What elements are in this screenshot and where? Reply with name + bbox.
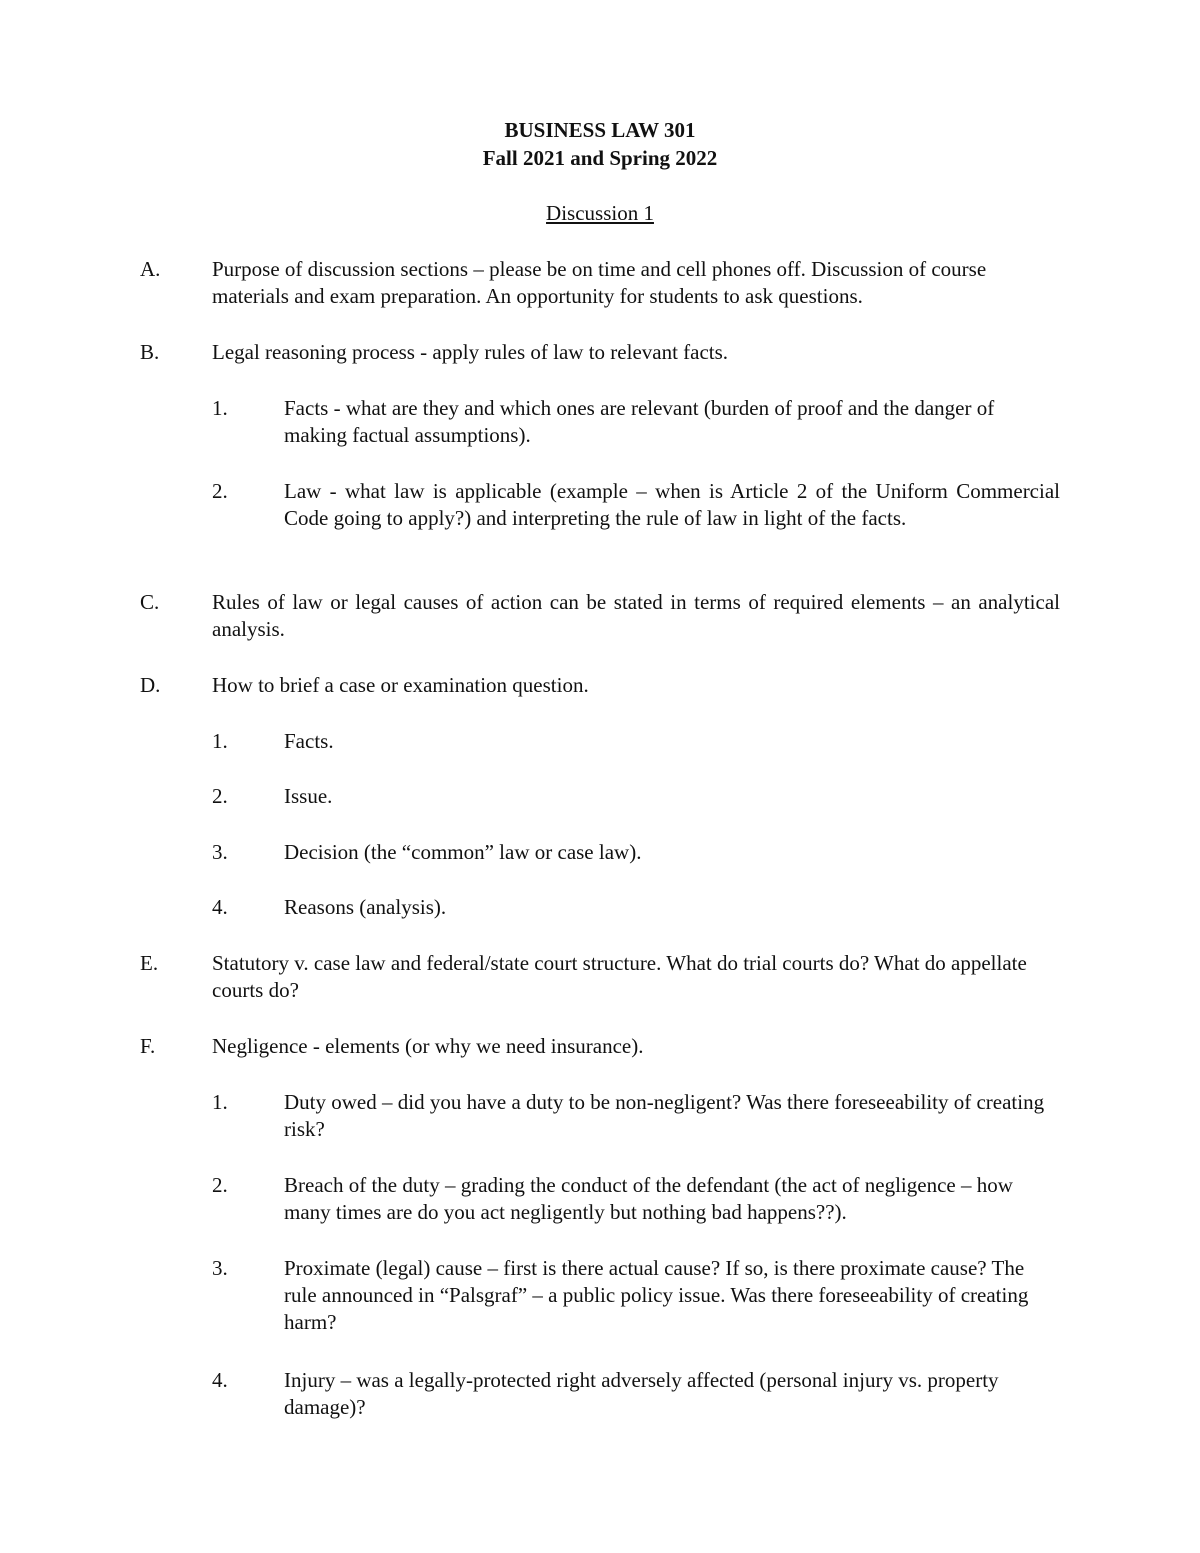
item-marker: 2. [212,1173,228,1197]
section-text: Purpose of discussion sections – please be on time and cell phones off. Discussion of course materials and exam preparation. An opportunity for students to ask questions. [212,257,987,308]
item-marker: 4. [212,895,228,919]
item-text: Injury – was a legally-protected right adversely affected (personal injury vs. property damage)? [284,1368,999,1419]
section-marker: E. [140,951,159,975]
item-text: Decision (the “common” law or case law). [284,840,642,864]
item-text: Duty owed – did you have a duty to be non-negligent? Was there foreseeability of creating risk? [284,1090,1045,1141]
section-marker: C. [140,590,160,614]
item-text: Proximate (legal) cause – first is there actual cause? If so, is there proximate cause? The rule announced in “Palsgraf” – a public policy issue. Was there foreseeability of creating harm? [284,1256,1029,1334]
item-marker: 2. [212,479,228,503]
item-marker: 2. [212,784,228,808]
item-text: Reasons (analysis). [284,895,447,919]
section-text: How to brief a case or examination question. [212,673,589,697]
section-text: Statutory v. case law and federal/state court structure. What do trial courts do? What do appellate courts do? [212,951,1027,1002]
item-text: Facts - what are they and which ones are relevant (burden of proof and the danger of making factual assumptions). [284,396,995,447]
item-marker: 1. [212,1090,228,1114]
item-marker: 4. [212,1368,228,1392]
section-marker: F. [140,1034,156,1058]
item-marker: 3. [212,840,228,864]
course-title: BUSINESS LAW 301 [504,118,696,142]
section-marker: D. [140,673,161,697]
term-title: Fall 2021 and Spring 2022 [482,146,718,170]
item-marker: 1. [212,729,228,753]
item-text: Breach of the duty – grading the conduct of the defendant (the act of negligence – how many times are do you act negligently but nothing bad happens??). [284,1173,1013,1224]
section-text: Rules of law or legal causes of action can be stated in terms of required elements – an analytical analysis. [212,590,1060,641]
item-text: Issue. [284,784,333,808]
section-marker: A. [140,257,161,281]
item-marker: 1. [212,396,228,420]
item-text: Facts. [284,729,334,753]
discussion-heading: Discussion 1 [546,201,654,225]
section-text: Negligence - elements (or why we need insurance). [212,1034,644,1058]
item-text: Law - what law is applicable (example – when is Article 2 of the Uniform Commercial Code going to apply?) and interpreting the rule of law in light of the facts. [284,479,1060,530]
section-text: Legal reasoning process - apply rules of law to relevant facts. [212,340,729,364]
item-marker: 3. [212,1256,228,1280]
section-marker: B. [140,340,160,364]
